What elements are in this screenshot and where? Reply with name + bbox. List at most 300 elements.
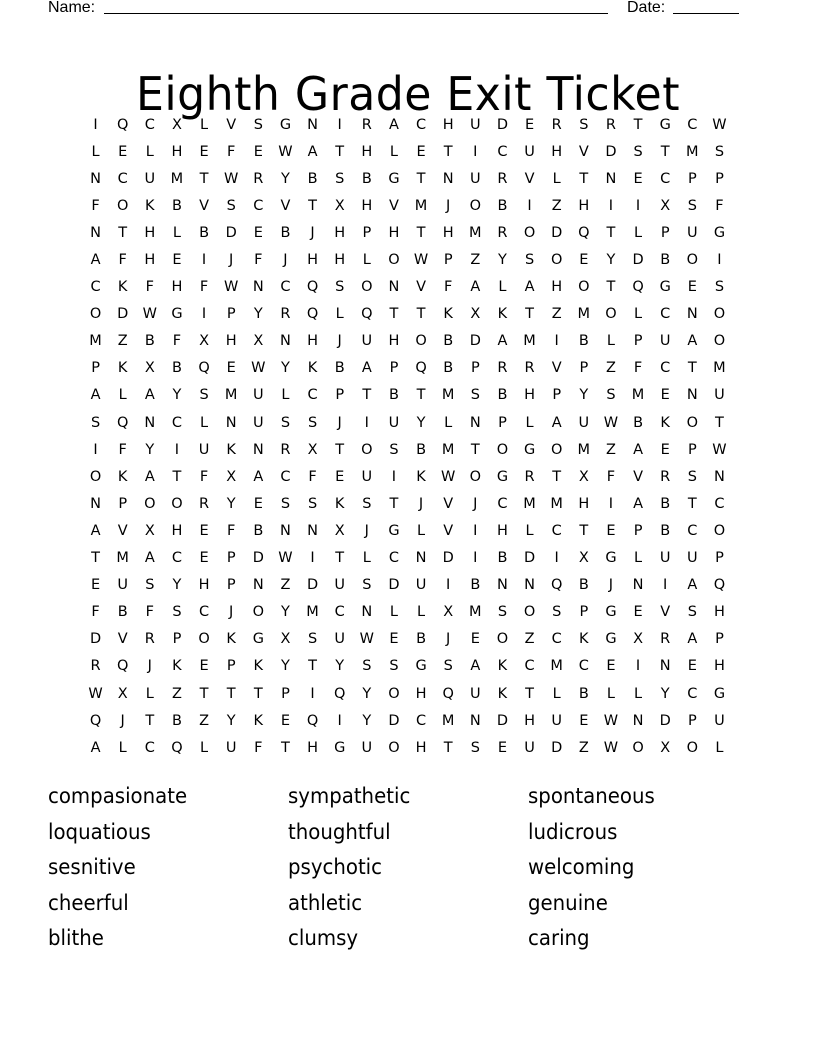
grid-letter[interactable]: J [310, 224, 315, 241]
grid-letter[interactable]: C [497, 143, 508, 160]
grid-letter[interactable]: V [416, 279, 427, 296]
grid-letter[interactable]: S [362, 495, 372, 512]
grid-letter[interactable]: Y [226, 712, 236, 729]
grid-letter[interactable]: E [416, 143, 426, 160]
grid-letter[interactable]: K [253, 712, 264, 729]
grid-letter[interactable]: B [171, 197, 182, 214]
grid-letter[interactable]: N [144, 414, 156, 431]
grid-letter[interactable]: A [687, 577, 698, 594]
grid-letter[interactable]: I [527, 197, 532, 214]
grid-letter[interactable]: X [578, 550, 589, 567]
grid-letter[interactable]: T [715, 414, 724, 431]
grid-letter[interactable]: I [473, 143, 478, 160]
grid-letter[interactable]: L [145, 685, 154, 702]
grid-letter[interactable]: B [578, 685, 589, 702]
grid-letter[interactable]: N [90, 170, 101, 187]
grid-letter[interactable]: L [552, 170, 561, 187]
grid-letter[interactable]: R [280, 441, 291, 458]
grid-letter[interactable]: Z [605, 360, 616, 377]
grid-letter[interactable]: N [469, 712, 481, 729]
grid-letter[interactable]: T [199, 685, 209, 702]
grid-letter[interactable]: P [687, 712, 697, 729]
grid-letter[interactable]: C [687, 685, 698, 702]
grid-letter[interactable]: W [712, 116, 727, 133]
grid-letter[interactable]: D [442, 550, 454, 567]
grid-letter[interactable]: N [361, 604, 373, 621]
grid-letter[interactable]: Q [171, 739, 183, 756]
grid-letter[interactable]: Q [361, 306, 373, 323]
grid-letter[interactable]: S [335, 279, 345, 296]
grid-letter[interactable]: A [551, 414, 562, 431]
grid-letter[interactable]: P [715, 550, 724, 567]
grid-letter[interactable]: I [310, 685, 315, 702]
grid-letter[interactable]: U [415, 577, 427, 594]
grid-letter[interactable]: L [335, 306, 344, 323]
grid-letter[interactable]: N [307, 522, 318, 539]
grid-letter[interactable]: B [416, 631, 427, 648]
grid-letter[interactable]: R [524, 468, 535, 485]
grid-letter[interactable]: X [334, 522, 345, 539]
grid-letter[interactable]: H [578, 495, 590, 512]
grid-letter[interactable]: E [253, 143, 263, 160]
grid-letter[interactable]: C [524, 658, 535, 675]
grid-letter[interactable]: P [660, 224, 670, 241]
grid-letter[interactable]: R [524, 360, 535, 377]
grid-letter[interactable]: C [388, 550, 399, 567]
grid-letter[interactable]: V [633, 468, 644, 485]
grid-letter[interactable]: H [307, 252, 319, 269]
grid-letter[interactable]: W [603, 414, 619, 431]
grid-letter[interactable]: M [170, 170, 184, 187]
grid-letter[interactable]: M [523, 333, 536, 350]
grid-letter[interactable]: Y [362, 712, 372, 729]
grid-letter[interactable]: B [660, 522, 671, 539]
grid-letter[interactable]: I [554, 333, 559, 350]
grid-letter[interactable]: M [441, 712, 455, 729]
grid-letter[interactable]: Y [335, 658, 345, 675]
grid-letter[interactable]: Z [578, 739, 589, 756]
grid-letter[interactable]: M [550, 658, 563, 675]
grid-letter[interactable]: E [660, 387, 670, 404]
grid-letter[interactable]: M [414, 197, 428, 214]
grid-letter[interactable]: R [280, 306, 291, 323]
grid-letter[interactable]: R [361, 116, 372, 133]
grid-letter[interactable]: I [473, 522, 478, 539]
grid-letter[interactable]: D [551, 224, 563, 241]
grid-letter[interactable]: A [470, 279, 481, 296]
grid-letter[interactable]: L [91, 143, 100, 160]
grid-letter[interactable]: T [687, 360, 697, 377]
grid-letter[interactable]: H [334, 224, 346, 241]
grid-letter[interactable]: M [550, 495, 563, 512]
grid-letter[interactable]: N [252, 441, 264, 458]
grid-letter[interactable]: F [199, 468, 209, 485]
grid-letter[interactable]: E [199, 550, 209, 567]
grid-letter[interactable]: N [714, 468, 725, 485]
grid-letter[interactable]: H [144, 252, 156, 269]
grid-letter[interactable]: A [90, 387, 101, 404]
grid-letter[interactable]: F [308, 468, 317, 485]
grid-letter[interactable]: I [337, 116, 342, 133]
grid-letter[interactable]: W [251, 360, 266, 377]
grid-letter[interactable]: R [660, 631, 671, 648]
grid-letter[interactable]: M [713, 360, 726, 377]
grid-letter[interactable]: H [361, 143, 373, 160]
grid-letter[interactable]: B [633, 414, 644, 431]
grid-letter[interactable]: K [497, 306, 508, 323]
grid-letter[interactable]: D [388, 577, 400, 594]
grid-letter[interactable]: D [117, 306, 129, 323]
grid-letter[interactable]: M [469, 224, 482, 241]
grid-letter[interactable]: O [171, 495, 183, 512]
grid-letter[interactable]: V [388, 197, 399, 214]
grid-letter[interactable]: C [416, 116, 427, 133]
grid-letter[interactable]: K [117, 279, 128, 296]
grid-letter[interactable]: S [687, 468, 697, 485]
grid-letter[interactable]: L [145, 143, 154, 160]
grid-letter[interactable]: B [443, 333, 454, 350]
grid-letter[interactable]: X [144, 360, 155, 377]
grid-letter[interactable]: Q [306, 712, 319, 729]
grid-letter[interactable]: I [635, 658, 641, 675]
grid-letter[interactable]: B [497, 550, 508, 567]
grid-letter[interactable]: F [199, 279, 209, 296]
grid-letter[interactable]: S [362, 658, 372, 675]
grid-letter[interactable]: R [660, 468, 671, 485]
grid-letter[interactable]: J [473, 495, 478, 512]
grid-letter[interactable]: T [145, 712, 155, 729]
grid-letter[interactable]: N [442, 170, 454, 187]
grid-letter[interactable]: T [443, 739, 453, 756]
grid-letter[interactable]: P [226, 306, 236, 323]
grid-letter[interactable]: U [361, 333, 373, 350]
grid-letter[interactable]: P [498, 414, 507, 431]
grid-letter[interactable]: L [634, 306, 643, 323]
grid-letter[interactable]: C [714, 495, 725, 512]
grid-letter[interactable]: S [362, 577, 372, 594]
grid-letter[interactable]: O [523, 604, 536, 621]
grid-letter[interactable]: E [389, 631, 399, 648]
grid-letter[interactable]: G [659, 279, 671, 296]
grid-letter[interactable]: H [442, 224, 454, 241]
grid-letter[interactable]: N [469, 414, 481, 431]
grid-letter[interactable]: U [524, 739, 535, 756]
grid-letter[interactable]: U [388, 414, 400, 431]
grid-letter[interactable]: Q [442, 685, 454, 702]
grid-letter[interactable]: J [418, 495, 424, 512]
grid-letter[interactable]: A [633, 441, 644, 458]
grid-letter[interactable]: T [525, 685, 534, 702]
grid-letter[interactable]: O [116, 197, 129, 214]
grid-letter[interactable]: F [145, 279, 154, 296]
grid-letter[interactable]: L [606, 685, 615, 702]
grid-letter[interactable]: S [687, 197, 697, 214]
grid-letter[interactable]: W [88, 685, 103, 702]
grid-letter[interactable]: U [470, 170, 481, 187]
grid-letter[interactable]: I [364, 414, 369, 431]
grid-letter[interactable]: P [91, 360, 100, 377]
grid-letter[interactable]: V [117, 631, 128, 648]
grid-letter[interactable]: R [497, 224, 508, 241]
grid-letter[interactable]: B [117, 604, 128, 621]
grid-letter[interactable]: S [335, 170, 345, 187]
grid-letter[interactable]: E [470, 631, 480, 648]
grid-letter[interactable]: C [280, 468, 291, 485]
grid-letter[interactable]: V [280, 197, 291, 214]
grid-letter[interactable]: T [335, 441, 345, 458]
grid-letter[interactable]: U [551, 712, 562, 729]
grid-letter[interactable]: X [171, 116, 182, 133]
grid-letter[interactable]: Y [172, 577, 182, 594]
grid-letter[interactable]: M [577, 306, 591, 323]
grid-letter[interactable]: R [497, 360, 508, 377]
grid-letter[interactable]: S [714, 279, 725, 296]
grid-letter[interactable]: S [199, 387, 209, 404]
grid-letter[interactable]: N [90, 224, 101, 241]
grid-letter[interactable]: P [226, 577, 236, 594]
grid-letter[interactable]: I [310, 550, 315, 567]
grid-letter[interactable]: Q [713, 577, 726, 594]
grid-letter[interactable]: Z [280, 577, 291, 594]
grid-letter[interactable]: M [469, 604, 482, 621]
grid-letter[interactable]: G [279, 116, 292, 133]
grid-letter[interactable]: T [525, 306, 534, 323]
grid-letter[interactable]: P [226, 658, 236, 675]
grid-letter[interactable]: N [524, 577, 535, 594]
grid-letter[interactable]: U [687, 224, 698, 241]
grid-letter[interactable]: C [90, 279, 101, 296]
grid-letter[interactable]: O [686, 252, 699, 269]
grid-letter[interactable]: X [470, 306, 481, 323]
grid-letter[interactable]: T [91, 550, 100, 567]
grid-letter[interactable]: X [633, 631, 644, 648]
grid-letter[interactable]: S [524, 252, 535, 269]
grid-letter[interactable]: P [715, 631, 724, 648]
grid-letter[interactable]: F [145, 604, 154, 621]
grid-letter[interactable]: P [579, 604, 589, 621]
grid-letter[interactable]: A [144, 468, 155, 485]
grid-letter[interactable]: L [525, 414, 534, 431]
grid-letter[interactable]: L [200, 116, 209, 133]
grid-letter[interactable]: K [307, 360, 318, 377]
grid-letter[interactable]: H [198, 577, 210, 594]
grid-letter[interactable]: R [551, 116, 562, 133]
grid-letter[interactable]: L [634, 685, 643, 702]
grid-letter[interactable]: C [199, 604, 210, 621]
grid-letter[interactable]: T [416, 306, 426, 323]
grid-letter[interactable]: I [93, 441, 98, 458]
grid-letter[interactable]: H [171, 522, 183, 539]
grid-letter[interactable]: Q [306, 306, 319, 323]
grid-letter[interactable]: O [388, 685, 400, 702]
grid-letter[interactable]: E [606, 522, 616, 539]
grid-letter[interactable]: S [389, 441, 399, 458]
grid-letter[interactable]: O [686, 739, 699, 756]
grid-letter[interactable]: W [142, 306, 157, 323]
grid-letter[interactable]: T [253, 685, 263, 702]
grid-letter[interactable]: A [253, 468, 264, 485]
grid-letter[interactable]: A [90, 252, 101, 269]
grid-letter[interactable]: T [389, 495, 399, 512]
grid-letter[interactable]: X [226, 468, 237, 485]
grid-letter[interactable]: E [579, 252, 589, 269]
grid-letter[interactable]: X [660, 739, 671, 756]
grid-letter[interactable]: U [361, 739, 373, 756]
grid-letter[interactable]: Z [551, 197, 562, 214]
grid-letter[interactable]: D [551, 739, 563, 756]
grid-letter[interactable]: H [713, 604, 725, 621]
grid-letter[interactable]: M [686, 143, 699, 160]
grid-letter[interactable]: X [578, 468, 589, 485]
grid-letter[interactable]: K [117, 360, 128, 377]
grid-letter[interactable]: V [117, 522, 128, 539]
grid-letter[interactable]: S [307, 414, 318, 431]
grid-letter[interactable]: O [632, 739, 644, 756]
grid-letter[interactable]: M [523, 495, 536, 512]
grid-letter[interactable]: G [171, 306, 183, 323]
grid-letter[interactable]: A [90, 522, 101, 539]
grid-letter[interactable]: J [337, 333, 342, 350]
grid-letter[interactable]: O [578, 279, 590, 296]
grid-letter[interactable]: C [578, 658, 589, 675]
grid-letter[interactable]: O [496, 441, 509, 458]
grid-letter[interactable]: C [416, 712, 427, 729]
grid-letter[interactable]: I [446, 577, 451, 594]
grid-letter[interactable]: C [280, 279, 291, 296]
grid-letter[interactable]: W [278, 143, 293, 160]
grid-letter[interactable]: E [253, 495, 263, 512]
grid-letter[interactable]: H [171, 143, 183, 160]
grid-letter[interactable]: S [389, 658, 399, 675]
grid-letter[interactable]: T [226, 685, 236, 702]
grid-letter[interactable]: T [606, 224, 616, 241]
grid-letter[interactable]: O [713, 522, 726, 539]
grid-letter[interactable]: U [334, 577, 345, 594]
grid-letter[interactable]: K [253, 658, 264, 675]
grid-letter[interactable]: L [172, 224, 181, 241]
name-field[interactable] [104, 0, 608, 14]
grid-letter[interactable]: E [226, 360, 236, 377]
grid-letter[interactable]: F [633, 360, 643, 377]
grid-letter[interactable]: G [252, 631, 264, 648]
grid-letter[interactable]: H [578, 197, 590, 214]
grid-letter[interactable]: I [635, 197, 641, 214]
grid-letter[interactable]: U [524, 143, 535, 160]
grid-letter[interactable]: O [550, 252, 563, 269]
grid-letter[interactable]: U [714, 712, 725, 729]
grid-letter[interactable]: N [280, 522, 291, 539]
grid-letter[interactable]: B [416, 441, 427, 458]
grid-letter[interactable]: N [415, 550, 427, 567]
grid-letter[interactable]: A [144, 387, 155, 404]
grid-letter[interactable]: W [278, 550, 293, 567]
grid-letter[interactable]: L [389, 604, 398, 621]
grid-letter[interactable]: T [579, 170, 589, 187]
grid-letter[interactable]: P [389, 360, 399, 377]
grid-letter[interactable]: N [90, 495, 101, 512]
grid-letter[interactable]: C [660, 170, 671, 187]
grid-letter[interactable]: U [361, 468, 373, 485]
grid-letter[interactable]: Y [145, 441, 155, 458]
grid-letter[interactable]: V [551, 360, 562, 377]
grid-letter[interactable]: Q [578, 224, 590, 241]
grid-letter[interactable]: T [606, 279, 616, 296]
grid-letter[interactable]: Z [605, 441, 616, 458]
grid-letter[interactable]: L [200, 414, 209, 431]
grid-letter[interactable]: Z [551, 306, 562, 323]
grid-letter[interactable]: O [713, 333, 726, 350]
grid-letter[interactable]: K [579, 631, 589, 648]
grid-letter[interactable]: A [497, 333, 508, 350]
grid-letter[interactable]: N [307, 116, 318, 133]
grid-letter[interactable]: Y [660, 685, 670, 702]
grid-letter[interactable]: X [443, 604, 454, 621]
grid-letter[interactable]: C [687, 116, 698, 133]
grid-letter[interactable]: C [171, 414, 182, 431]
grid-letter[interactable]: U [687, 550, 698, 567]
grid-letter[interactable]: Y [281, 658, 290, 675]
grid-letter[interactable]: O [550, 441, 563, 458]
grid-letter[interactable]: O [388, 252, 400, 269]
grid-letter[interactable]: D [496, 116, 509, 133]
grid-letter[interactable]: G [605, 550, 617, 567]
grid-letter[interactable]: O [361, 279, 373, 296]
grid-letter[interactable]: J [147, 658, 152, 675]
grid-letter[interactable]: C [307, 387, 318, 404]
grid-letter[interactable]: L [715, 739, 724, 756]
grid-letter[interactable]: B [660, 495, 671, 512]
grid-letter[interactable]: S [90, 414, 101, 431]
grid-letter[interactable]: H [713, 658, 725, 675]
grid-letter[interactable]: B [253, 522, 264, 539]
grid-letter[interactable]: H [225, 333, 237, 350]
grid-letter[interactable]: G [605, 631, 617, 648]
grid-letter[interactable]: Y [498, 252, 507, 269]
grid-letter[interactable]: S [579, 116, 589, 133]
grid-letter[interactable]: D [605, 143, 617, 160]
grid-letter[interactable]: F [118, 441, 127, 458]
grid-letter[interactable]: M [441, 441, 455, 458]
grid-letter[interactable]: O [361, 441, 373, 458]
grid-letter[interactable]: U [225, 739, 237, 756]
grid-letter[interactable]: T [335, 143, 345, 160]
grid-letter[interactable]: S [606, 387, 616, 404]
grid-letter[interactable]: S [497, 604, 508, 621]
grid-letter[interactable]: G [334, 739, 346, 756]
grid-letter[interactable]: B [497, 387, 508, 404]
grid-letter[interactable]: E [606, 658, 616, 675]
grid-letter[interactable]: I [663, 577, 668, 594]
grid-letter[interactable]: X [660, 197, 671, 214]
grid-letter[interactable]: K [145, 197, 155, 214]
grid-letter[interactable]: X [334, 197, 345, 214]
grid-letter[interactable]: T [118, 224, 128, 241]
grid-letter[interactable]: U [253, 387, 264, 404]
grid-letter[interactable]: B [660, 252, 671, 269]
grid-letter[interactable]: B [578, 333, 589, 350]
grid-letter[interactable]: A [524, 279, 535, 296]
grid-letter[interactable]: Q [306, 279, 319, 296]
grid-letter[interactable]: L [417, 604, 426, 621]
grid-letter[interactable]: E [335, 468, 345, 485]
grid-letter[interactable]: H [307, 333, 319, 350]
grid-letter[interactable]: V [443, 495, 454, 512]
grid-letter[interactable]: Y [253, 306, 263, 323]
grid-letter[interactable]: H [551, 279, 563, 296]
grid-letter[interactable]: Y [281, 604, 290, 621]
grid-letter[interactable]: L [118, 387, 127, 404]
grid-letter[interactable]: O [89, 306, 102, 323]
